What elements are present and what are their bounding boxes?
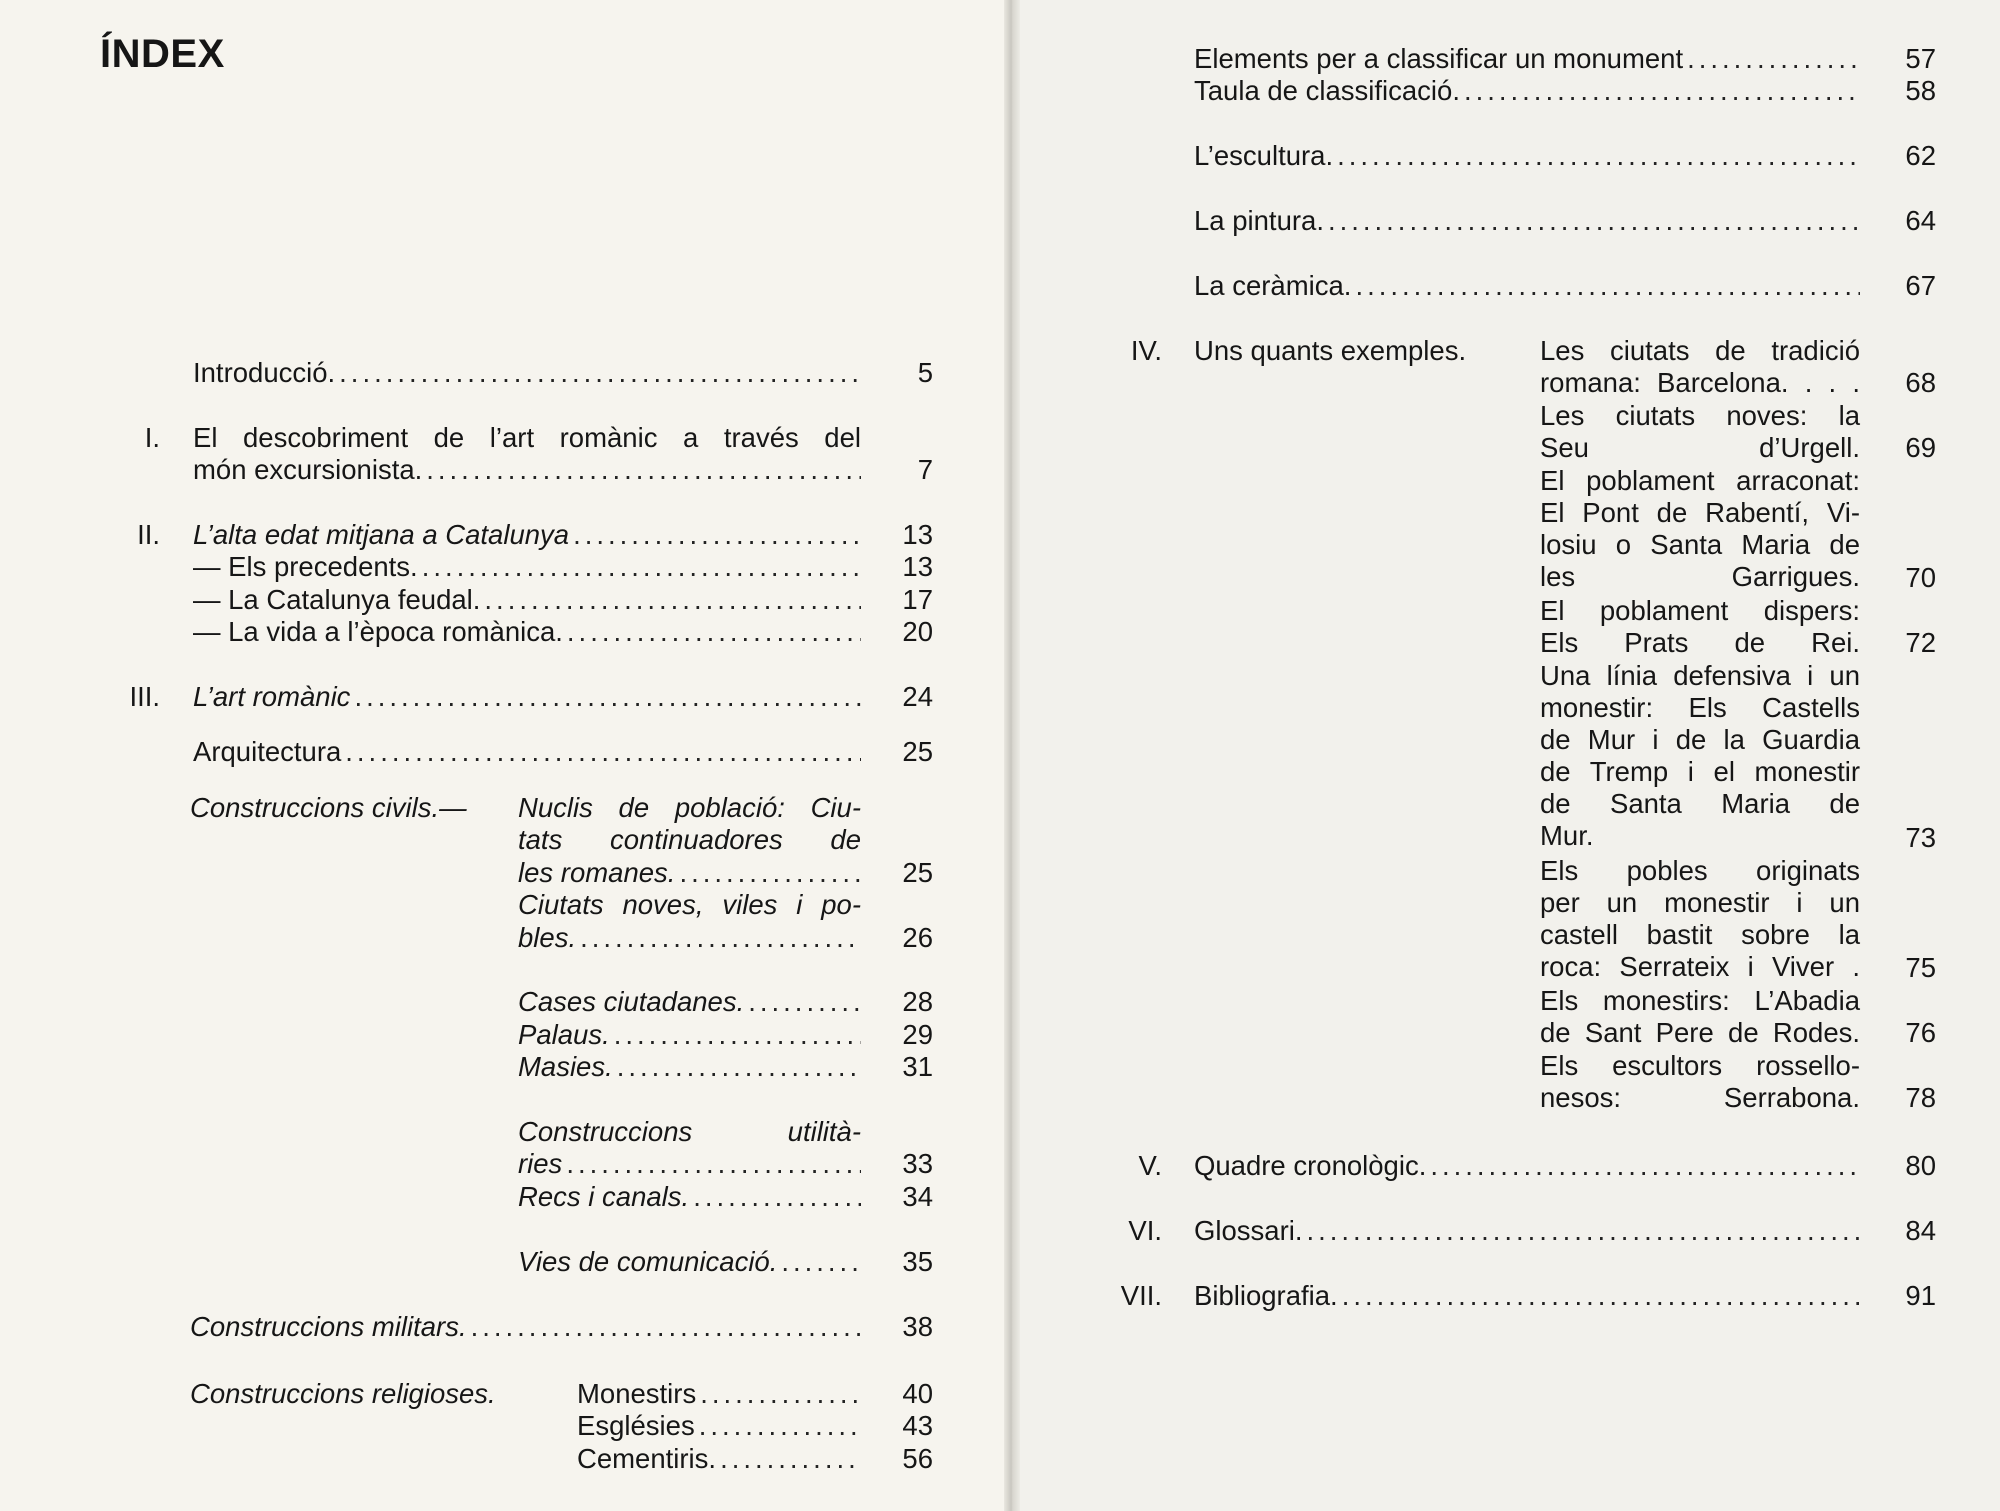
chapter-numeral: V. [1138, 1150, 1162, 1181]
toc-entry-line: El descobriment de l’art romànic a través del [193, 422, 861, 453]
toc-page-number: 76 [1905, 1017, 1936, 1048]
toc-page-number: 70 [1905, 562, 1936, 593]
toc-page-number: 38 [902, 1311, 933, 1342]
toc-entry: La pintura. ..... [1194, 205, 1860, 237]
toc-page-number: 78 [1905, 1082, 1936, 1113]
example-entry: Les ciutats de tradició romana: Barcelona. . . . [1540, 335, 1860, 398]
example-entry: Els pobles originats per un monestir i un castell bastit sobre la roca: Serrateix i Viver . [1540, 855, 1860, 982]
example-entry: El poblament dispers: Els Prats de Rei. [1540, 595, 1860, 658]
toc-entry: Masies. ..... [518, 1051, 861, 1083]
toc-page-number: 67 [1905, 270, 1936, 301]
toc-page-number: 58 [1905, 75, 1936, 106]
toc-page-number: 43 [902, 1410, 933, 1441]
toc-page-number: 57 [1905, 43, 1936, 74]
toc-page-number: 35 [902, 1246, 933, 1277]
section-group-label: Construccions religioses. [190, 1378, 496, 1409]
toc-page-number: 28 [902, 986, 933, 1017]
toc-entry: L’art romànic ..... [193, 681, 861, 713]
toc-entry: La ceràmica. ..... [1194, 270, 1860, 302]
toc-page-number: 31 [902, 1051, 933, 1082]
toc-entry: — La Catalunya feudal. ..... [193, 584, 861, 616]
example-entry: El poblament arraconat: El Pont de Rabentí, Vi- losiu o Santa Maria de les Garrigues. [1540, 465, 1860, 592]
toc-entry: Palaus. ..... [518, 1019, 861, 1051]
toc-page-number: 64 [1905, 205, 1936, 236]
toc-entry: món excursionista. ..... [193, 454, 861, 486]
example-entry: Els escultors rossello- nesos: Serrabona. [1540, 1050, 1860, 1113]
toc-page-number: 62 [1905, 140, 1936, 171]
toc-entry: Elements per a classificar un monument ..... [1194, 43, 1860, 75]
toc-page-number: 25 [902, 857, 933, 888]
chapter-numeral: I. [144, 422, 160, 453]
toc-entry: Recs i canals. ..... [518, 1181, 861, 1213]
toc-page-number: 68 [1905, 367, 1936, 398]
book-gutter [1004, 0, 1020, 1511]
toc-entry: Arquitectura ..... [193, 736, 861, 768]
toc-entry: Cementiris. ..... [577, 1443, 861, 1475]
index-title: ÍNDEX [100, 32, 225, 76]
toc-entry: Esglésies ..... [577, 1410, 861, 1442]
toc-page-number: 13 [902, 519, 933, 550]
toc-page-number: 26 [902, 922, 933, 953]
chapter-numeral: VII. [1120, 1280, 1162, 1311]
chapter-numeral: III. [129, 681, 160, 712]
toc-page-number: 13 [902, 551, 933, 582]
toc-entry: Cases ciutadanes. ..... [518, 986, 861, 1018]
section-group-label: Uns quants exemples. [1194, 335, 1467, 366]
chapter-numeral: II. [137, 519, 160, 550]
toc-page-number: 5 [917, 357, 933, 388]
toc-entry-line: Nuclis de població: Ciu- [518, 792, 861, 823]
toc-entry: Construccions militars. ..... [190, 1311, 861, 1343]
toc-page-number: 29 [902, 1019, 933, 1050]
toc-entry-line: Ciutats noves, viles i po- [518, 889, 861, 920]
toc-page-number: 69 [1905, 432, 1936, 463]
toc-page-number: 34 [902, 1181, 933, 1212]
toc-entry: Quadre cronològic. ..... [1194, 1150, 1860, 1182]
example-entry: Les ciutats noves: la Seu d’Urgell. [1540, 400, 1860, 463]
chapter-numeral: IV. [1130, 335, 1162, 366]
toc-page-number: 17 [902, 584, 933, 615]
toc-entry: Glossari. ..... [1194, 1215, 1860, 1247]
toc-entry: Monestirs ..... [577, 1378, 861, 1410]
toc-page-number: 33 [902, 1148, 933, 1179]
example-entry: Una línia defensiva i un monestir: Els Castells de Mur i de la Guardia de Tremp i el monestir de Santa Maria de Mur. [1540, 660, 1860, 851]
chapter-numeral: VI. [1128, 1215, 1162, 1246]
toc-entry: Introducció. ..... [193, 357, 861, 389]
toc-page-number: 72 [1905, 627, 1936, 658]
toc-page-number: 20 [902, 616, 933, 647]
toc-page-number: 80 [1905, 1150, 1936, 1181]
toc-page-number: 7 [917, 454, 933, 485]
toc-page-number: 56 [902, 1443, 933, 1474]
toc-entry-line: tats continuadores de [518, 824, 861, 855]
toc-entry: les romanes. ..... [518, 857, 861, 889]
toc-entry-line: Construccions utilità- [518, 1116, 861, 1147]
toc-entry: Taula de classificació. ..... [1194, 75, 1860, 107]
toc-page-number: 40 [902, 1378, 933, 1409]
example-entry: Els monestirs: L’Abadia de Sant Pere de Rodes. [1540, 985, 1860, 1048]
toc-entry: bles. ..... [518, 922, 861, 954]
toc-page-number: 73 [1905, 822, 1936, 853]
toc-entry: ries ..... [518, 1148, 861, 1180]
toc-page-number: 91 [1905, 1280, 1936, 1311]
toc-entry: — Els precedents. ..... [193, 551, 861, 583]
toc-entry: — La vida a l’època romànica. ..... [193, 616, 861, 648]
toc-page-number: 84 [1905, 1215, 1936, 1246]
toc-page-number: 75 [1905, 952, 1936, 983]
toc-entry: Bibliografia. ..... [1194, 1280, 1860, 1312]
toc-entry: L’alta edat mitjana a Catalunya ..... [193, 519, 861, 551]
section-group-label: Construccions civils.— [190, 792, 467, 823]
toc-page-number: 25 [902, 736, 933, 767]
toc-entry: Vies de comunicació. ..... [518, 1246, 861, 1278]
toc-page-number: 24 [902, 681, 933, 712]
toc-entry: L’escultura. ..... [1194, 140, 1860, 172]
